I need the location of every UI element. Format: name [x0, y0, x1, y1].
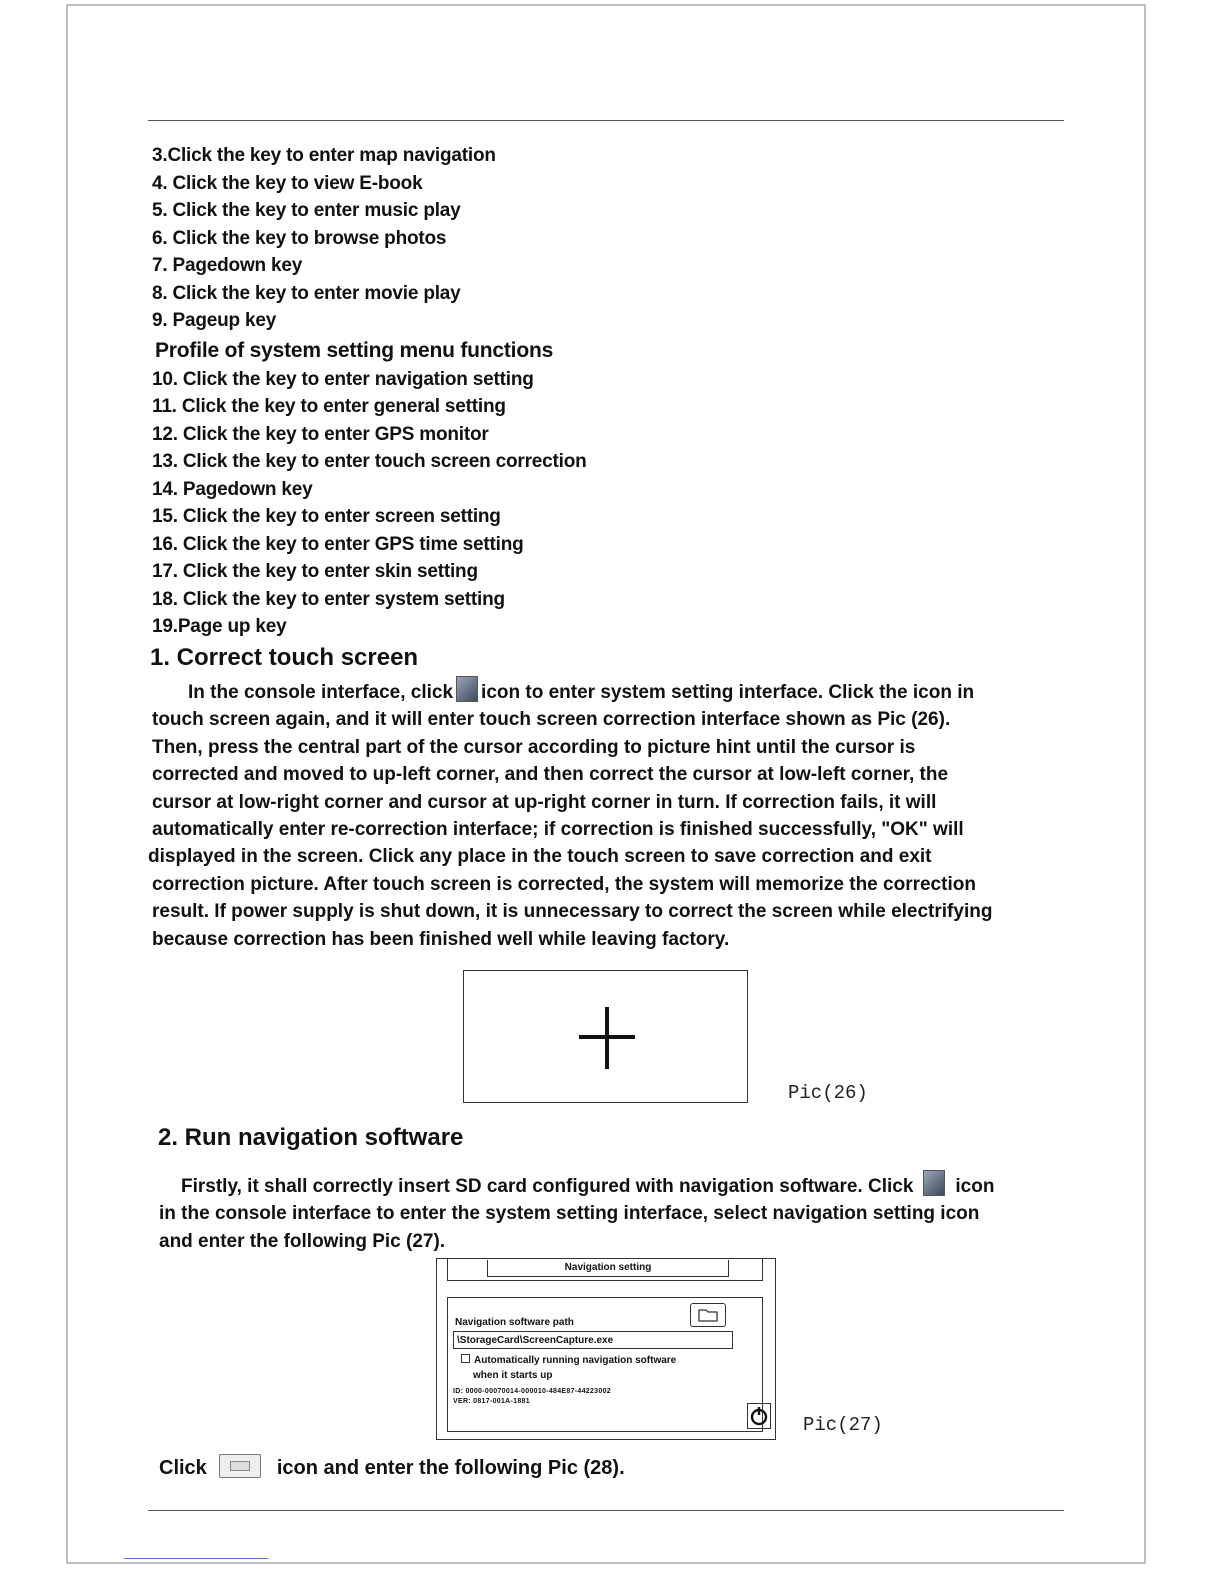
system-menu-heading: Profile of system setting menu functions: [155, 338, 554, 362]
system-setting-icon: [456, 676, 478, 702]
final-line: [159, 1454, 625, 1482]
id-line: ID: 0000-00070014-000010-484E87-44223002: [453, 1388, 611, 1395]
section2-paragraph: [159, 1170, 994, 1255]
section1-title: 1. Correct touch screen: [150, 644, 419, 671]
list-item: 14. Pagedown key: [152, 478, 313, 500]
list-item: 5. Click the key to enter music play: [152, 200, 461, 221]
list-item: 18. Click the key to enter system setting: [152, 588, 505, 610]
paragraph-line: corrected and moved to up-left corner, and then correct the cursor at low-left corner, the: [152, 764, 949, 786]
paragraph-line: in the console interface to enter the system setting interface, select navigation setting icon: [159, 1203, 980, 1225]
crosshair-icon: [579, 1007, 635, 1069]
list-item: 13. Click the key to enter touch screen correction: [152, 451, 587, 472]
path-input[interactable]: \StorageCard\ScreenCapture.exe: [453, 1331, 733, 1349]
bottom-rule: [148, 1510, 1064, 1511]
footer-link-underline: [124, 1558, 268, 1559]
paragraph-line: because correction has been finished well while leaving factory.: [152, 928, 730, 950]
paragraph-line: and enter the following Pic (27).: [159, 1230, 446, 1252]
list-item: 9. Pageup key: [152, 310, 277, 331]
section2-title: 2. Run navigation software: [158, 1124, 464, 1151]
paragraph-line: automatically enter re-correction interface; if correction is finished successfully, "OK" will: [152, 819, 964, 841]
list-item: 10. Click the key to enter navigation setting: [152, 368, 534, 390]
list-item: 3.Click the key to enter map navigation: [152, 145, 496, 166]
section1-line1-a: In the console interface, click: [188, 682, 454, 703]
top-rule: [148, 120, 1064, 121]
auto-run-label-2: when it starts up: [473, 1370, 553, 1381]
auto-run-checkbox[interactable]: [461, 1354, 470, 1363]
final-line-b: icon and enter the following Pic (28).: [276, 1457, 625, 1479]
paragraph-line: touch screen again, and it will enter touch screen correction interface shown as Pic (26).: [152, 709, 951, 731]
folder-icon: [691, 1304, 725, 1326]
pic26-caption: Pic(26): [788, 1082, 868, 1104]
paragraph-line: displayed in the screen. Click any place in the touch screen to save correction and exit: [148, 846, 932, 868]
final-line-a: Click: [159, 1457, 207, 1479]
navigation-setting-screen: [436, 1258, 776, 1440]
section2-line1-b: icon: [955, 1176, 995, 1197]
auto-run-label: Automatically running navigation software: [474, 1355, 677, 1366]
system-setting-icon: [923, 1170, 945, 1196]
paragraph-line: cursor at low-right corner and cursor at up-right corner in turn. If correction fails, it will: [152, 791, 937, 813]
list-item: 16. Click the key to enter GPS time setting: [152, 533, 524, 555]
section2-line1-a: Firstly, it shall correctly insert SD card configured with navigation software. Click: [181, 1176, 914, 1197]
auto-run-option[interactable]: [461, 1353, 676, 1383]
section1-line1-b: icon to enter system setting interface. Click the icon in: [481, 682, 975, 703]
browse-folder-button[interactable]: [690, 1303, 726, 1327]
list-item: 11. Click the key to enter general setting: [152, 396, 506, 417]
paragraph-line: correction picture. After touch screen is corrected, the system will memorize the correction: [152, 873, 976, 895]
list-item: 4. Click the key to view E-book: [152, 172, 423, 194]
list-item: 19.Page up key: [152, 616, 287, 637]
section1-paragraph: [148, 676, 993, 953]
key-list: [152, 142, 587, 641]
pic27-caption: Pic(27): [803, 1414, 883, 1436]
touch-calibration-figure: [463, 970, 748, 1103]
power-icon: [748, 1404, 770, 1428]
folder-button-icon: [219, 1454, 261, 1478]
list-item: 7. Pagedown key: [152, 255, 303, 276]
list-item: 12. Click the key to enter GPS monitor: [152, 423, 489, 445]
ver-line: VER: 0817-001A-1881: [453, 1398, 530, 1405]
list-item: 8. Click the key to enter movie play: [152, 282, 461, 304]
list-item: 15. Click the key to enter screen setting: [152, 506, 501, 527]
list-item: 6. Click the key to browse photos: [152, 227, 447, 249]
version-info: [453, 1387, 611, 1407]
paragraph-line: result. If power supply is shut down, it is unnecessary to correct the screen while electrifying: [152, 901, 993, 923]
path-label: Navigation software path: [455, 1317, 574, 1328]
screen-title: Navigation setting: [487, 1260, 729, 1277]
exit-button[interactable]: [747, 1403, 771, 1429]
list-item: 17. Click the key to enter skin setting: [152, 561, 478, 582]
paragraph-line: Then, press the central part of the cursor according to picture hint until the cursor is: [152, 736, 916, 758]
